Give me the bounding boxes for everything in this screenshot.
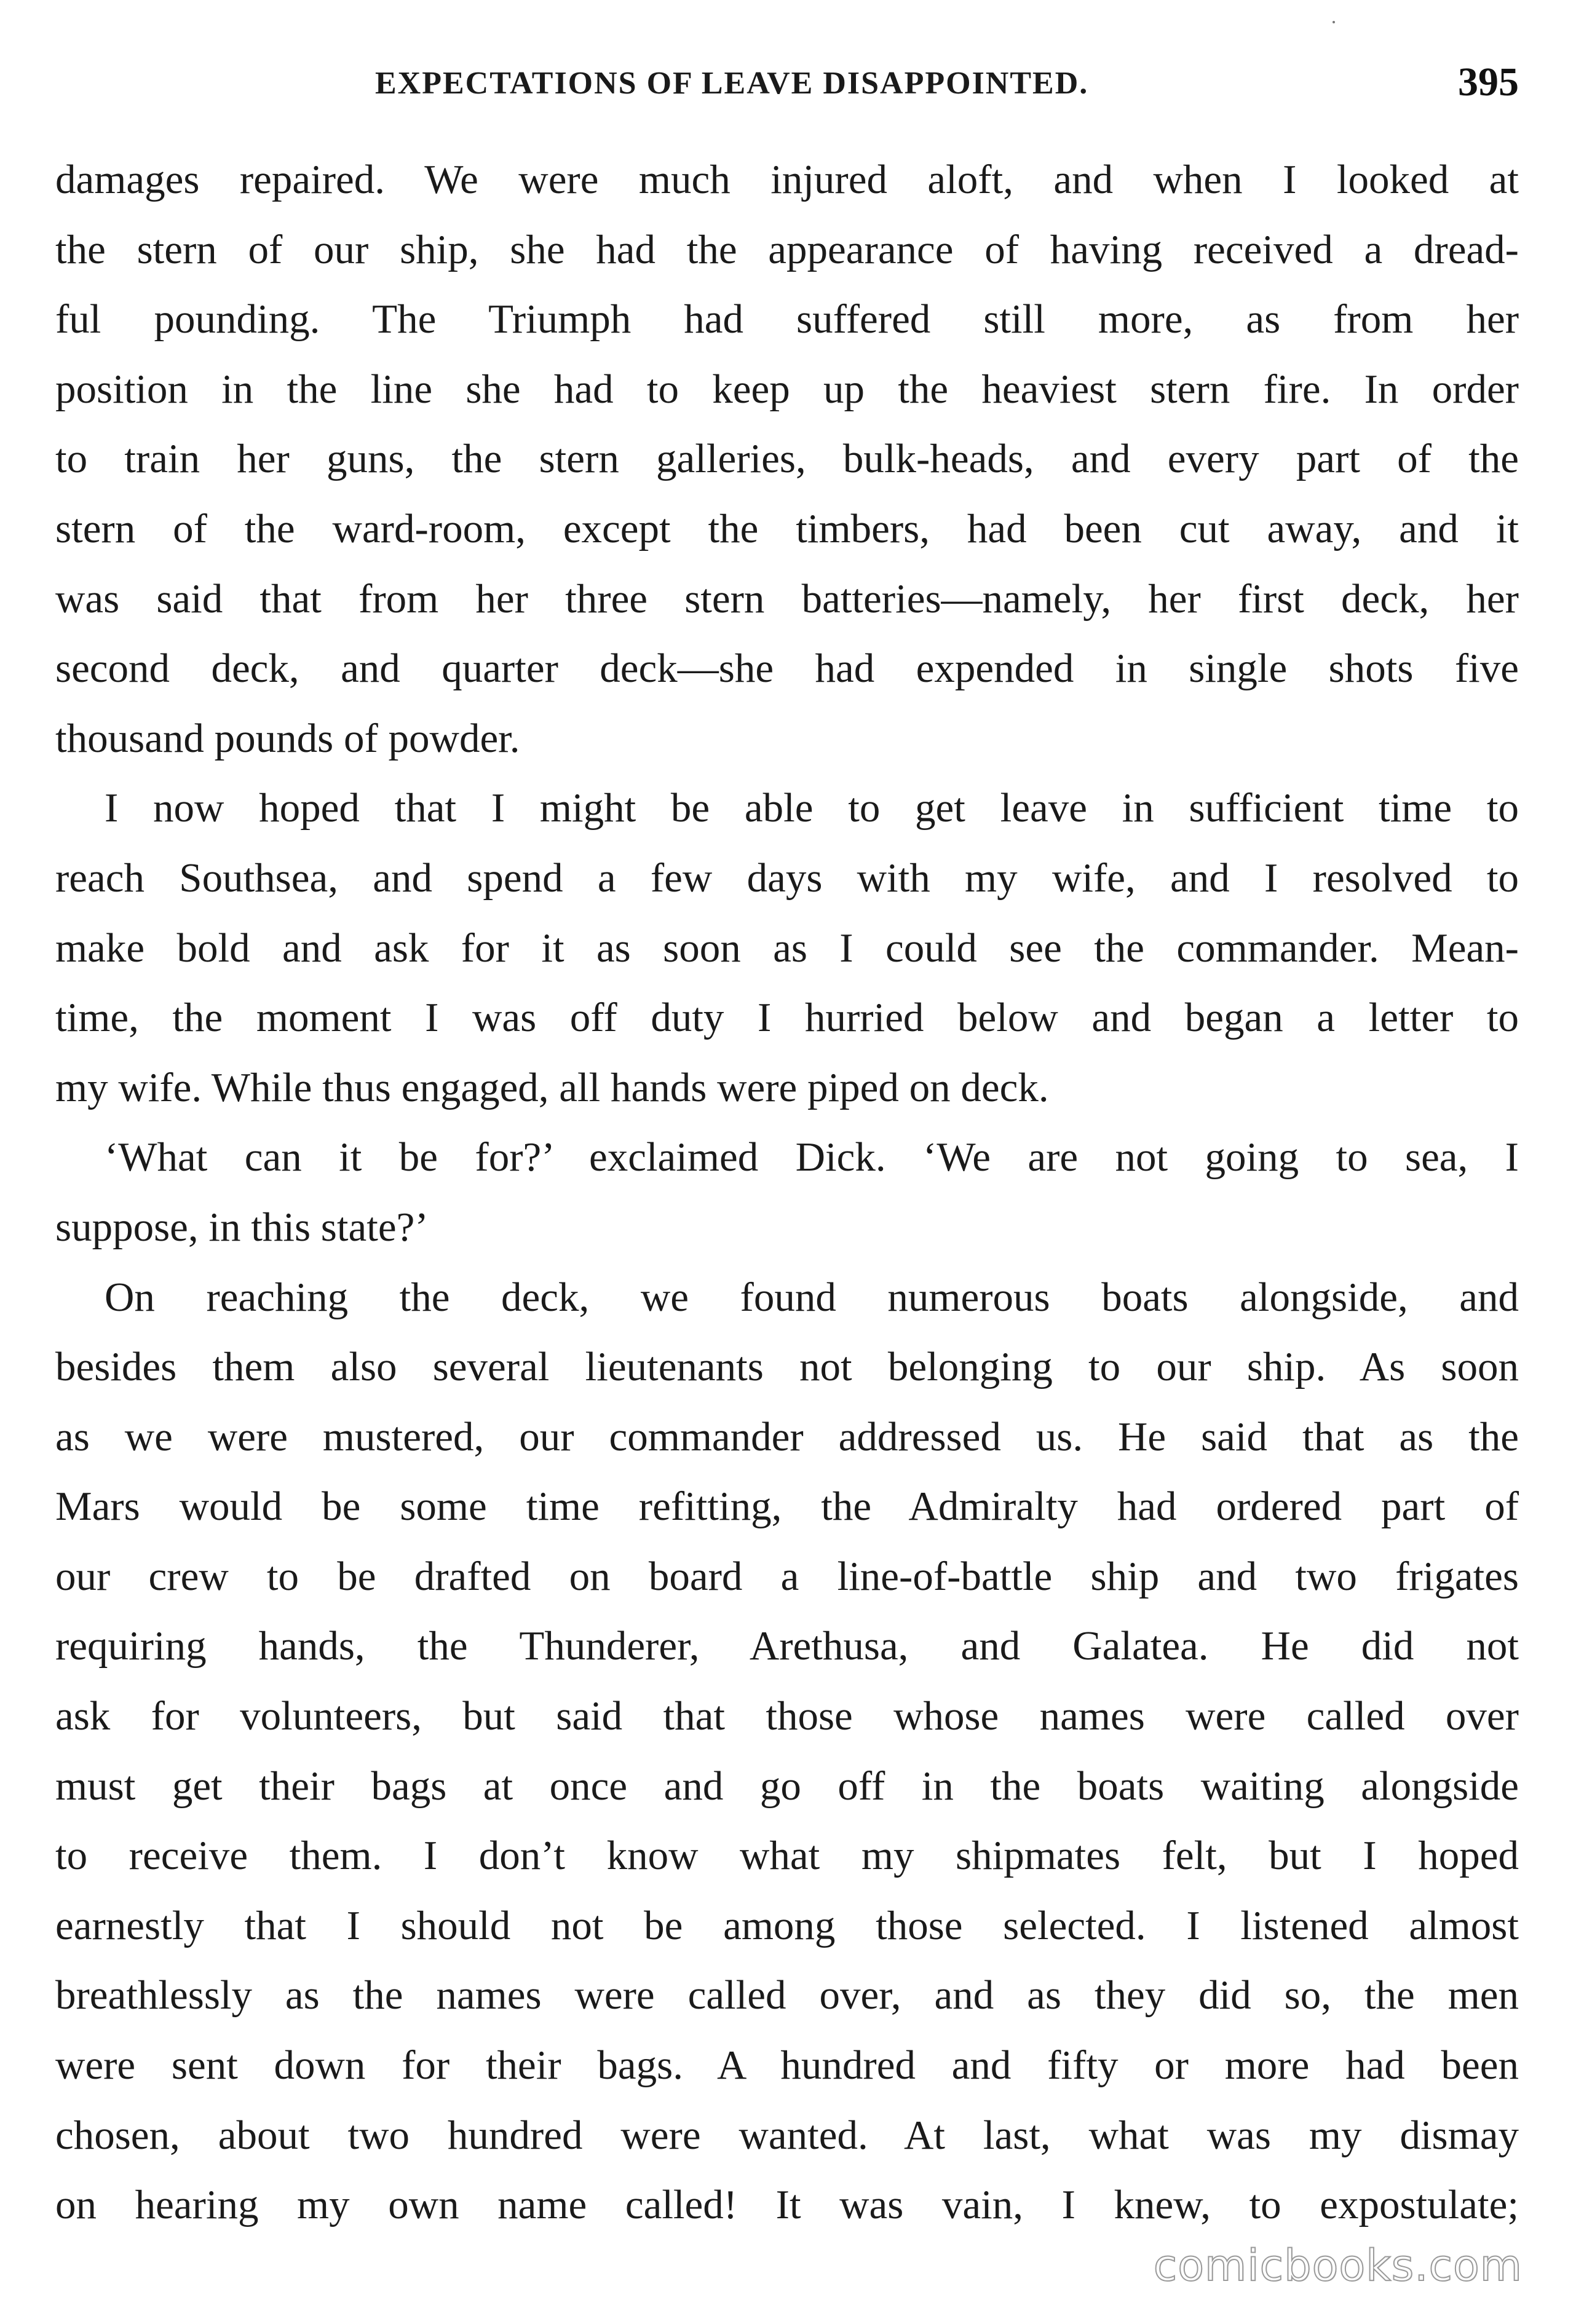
text-line: as we were mustered, our commander addressed us. He said that as the (55, 1413, 1519, 1460)
text-line: to train her guns, the stern galleries, bulk-heads, and every part of the (55, 436, 1519, 482)
running-head: EXPECTATIONS OF LEAVE DISAPPOINTED. (375, 66, 1089, 101)
text-line: chosen, about two hundred were wanted. At last, what was my dismay (55, 2112, 1519, 2158)
text-line: second deck, and quarter deck—she had expended in single shots five (55, 646, 1519, 692)
text-line: ask for volunteers, but said that those whose names were called over (55, 1693, 1519, 1739)
paragraph-end-line: my wife. While thus engaged, all hands were piped on deck. (55, 1064, 1049, 1110)
text-line: make bold and ask for it as soon as I could see the commander. Mean- (55, 925, 1519, 971)
text-line: must get their bags at once and go off in the boats waiting alongside (55, 1763, 1519, 1809)
paragraph-start-line: On reaching the deck, we found numerous boats alongside, and (105, 1274, 1519, 1320)
text-line: our crew to be drafted on board a line-of-battle ship and two frigates (55, 1553, 1519, 1599)
paragraph-start-line: ‘What can it be for?’ exclaimed Dick. ‘We are not going to sea, I (105, 1134, 1519, 1180)
body-text (55, 145, 1519, 2240)
paragraph-start-line: I now hoped that I might be able to get leave in sufficient time to (105, 785, 1519, 831)
text-line: damages repaired. We were much injured aloft, and when I looked at (55, 157, 1519, 202)
paragraph-end-line: thousand pounds of powder. (55, 715, 520, 761)
text-line: breathlessly as the names were called over, and as they did so, the men (55, 1972, 1519, 2018)
text-line: on hearing my own name called! It was vain, I knew, to expostulate; (55, 2182, 1519, 2228)
text-line: stern of the ward-room, except the timbers, had been cut away, and it (55, 505, 1519, 551)
text-line: the stern of our ship, she had the appearance of having received a dread- (55, 226, 1519, 272)
text-line: position in the line she had to keep up the heaviest stern fire. In order (55, 366, 1519, 412)
text-line: were sent down for their bags. A hundred and fifty or more had been (55, 2042, 1519, 2089)
print-speck (1333, 21, 1335, 23)
page-header (55, 59, 1519, 108)
text-line: earnestly that I should not be among those selected. I listened almost (55, 1902, 1519, 1948)
text-line: ful pounding. The Triumph had suffered still more, as from her (55, 296, 1519, 342)
text-line: was said that from her three stern batteries—namely, her first deck, her (55, 575, 1519, 622)
paragraph-end-line: suppose, in this state?’ (55, 1204, 429, 1250)
text-line: to receive them. I don’t know what my shipmates felt, but I hoped (55, 1833, 1519, 1879)
page-number: 395 (1458, 60, 1519, 105)
text-line: reach Southsea, and spend a few days with my wife, and I resolved to (55, 855, 1519, 901)
text-line: time, the moment I was off duty I hurried below and began a letter to (55, 995, 1519, 1041)
text-line: requiring hands, the Thunderer, Arethusa, and Galatea. He did not (55, 1623, 1519, 1669)
text-line: Mars would be some time refitting, the Admiralty had ordered part of (55, 1484, 1519, 1530)
watermark: comicbooks.com (1153, 2240, 1523, 2291)
text-line: besides them also several lieutenants not belonging to our ship. As soon (55, 1344, 1519, 1390)
